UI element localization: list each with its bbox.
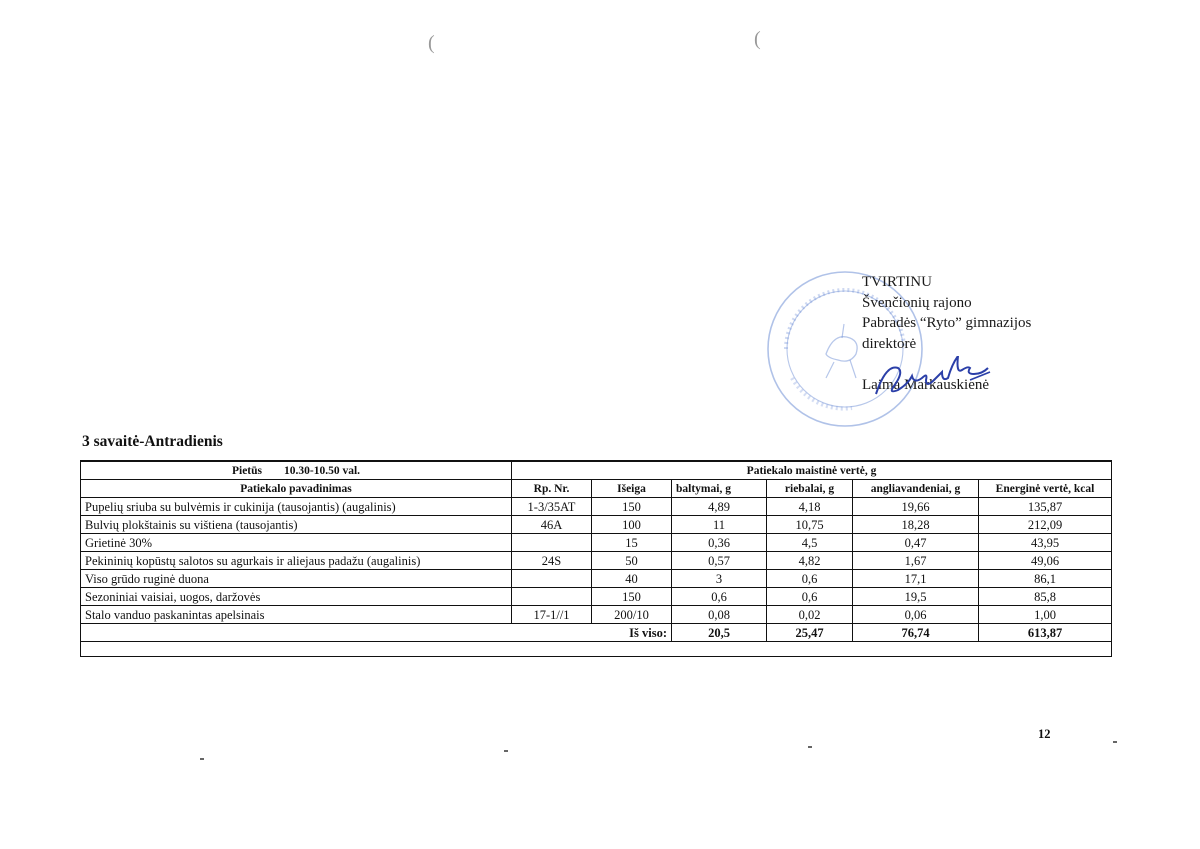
scan-speck	[1113, 741, 1117, 743]
table-header-row-1	[81, 461, 1112, 480]
table-row	[81, 606, 1112, 624]
cell-rp	[512, 588, 592, 606]
menu-table	[80, 460, 1112, 657]
cell-fat: 0,6	[767, 588, 853, 606]
nutrition-header: Patiekalo maistinė vertė, g	[512, 461, 1112, 480]
cell-carbs: 17,1	[853, 570, 979, 588]
cell-name: Stalo vanduo paskanintas apelsinais	[81, 606, 512, 624]
menu-table-container	[80, 460, 1111, 657]
cell-carbs: 19,5	[853, 588, 979, 606]
cell-carbs: 0,47	[853, 534, 979, 552]
cell-name: Sezoniniai vaisiai, uogos, daržovės	[81, 588, 512, 606]
cell-yield: 100	[592, 516, 672, 534]
total-protein: 20,5	[672, 624, 767, 642]
cell-rp: 1-3/35AT	[512, 498, 592, 516]
lunch-time: 10.30-10.50 val.	[284, 464, 361, 477]
scan-mark-left: (	[428, 32, 435, 54]
column-header-carbs: angliavandeniai, g	[853, 480, 979, 498]
scan-mark-right: (	[754, 28, 761, 50]
cell-yield: 150	[592, 588, 672, 606]
cell-fat: 4,5	[767, 534, 853, 552]
total-fat: 25,47	[767, 624, 853, 642]
scan-speck	[200, 758, 204, 760]
table-row	[81, 570, 1112, 588]
lunch-label: Pietūs	[231, 464, 262, 477]
cell-carbs: 0,06	[853, 606, 979, 624]
cell-protein: 0,36	[672, 534, 767, 552]
cell-protein: 3	[672, 570, 767, 588]
column-header-name: Patiekalo pavadinimas	[81, 480, 512, 498]
column-header-protein: baltymai, g	[672, 480, 767, 498]
table-row	[81, 552, 1112, 570]
cell-name: Pekininių kopūstų salotos su agurkais ir aliejaus padažu (augalinis)	[81, 552, 512, 570]
approval-district: Švenčionių rajono	[862, 294, 972, 311]
cell-fat: 10,75	[767, 516, 853, 534]
cell-rp: 24S	[512, 552, 592, 570]
table-header-row-2	[81, 480, 1112, 498]
table-row	[81, 516, 1112, 534]
page-number: 12	[1038, 727, 1051, 741]
table-row	[81, 588, 1112, 606]
cell-fat: 0,6	[767, 570, 853, 588]
cell-yield: 40	[592, 570, 672, 588]
handwritten-signature	[870, 356, 1000, 402]
column-header-rp: Rp. Nr.	[512, 480, 592, 498]
section-title: 3 savaitė-Antradienis	[82, 433, 223, 450]
approval-school: Pabradės “Ryto” gimnazijos	[862, 315, 1032, 331]
total-label: Iš viso:	[81, 624, 672, 642]
approval-title: TVIRTINU	[862, 274, 932, 290]
cell-fat: 4,18	[767, 498, 853, 516]
cell-yield: 150	[592, 498, 672, 516]
column-header-energy: Energinė vertė, kcal	[979, 480, 1112, 498]
cell-yield: 200/10	[592, 606, 672, 624]
total-carbs: 76,74	[853, 624, 979, 642]
cell-energy: 49,06	[979, 552, 1112, 570]
cell-rp: 17-1//1	[512, 606, 592, 624]
cell-protein: 0,57	[672, 552, 767, 570]
cell-name: Viso grūdo ruginė duona	[81, 570, 512, 588]
lunch-header	[81, 461, 512, 480]
total-energy: 613,87	[979, 624, 1112, 642]
cell-energy: 86,1	[979, 570, 1112, 588]
column-header-fat: riebalai, g	[767, 480, 853, 498]
cell-name: Grietinė 30%	[81, 534, 512, 552]
column-header-yield: Išeiga	[592, 480, 672, 498]
cell-rp	[512, 570, 592, 588]
cell-rp	[512, 534, 592, 552]
cell-fat: 4,82	[767, 552, 853, 570]
cell-name: Pupelių sriuba su bulvėmis ir cukinija (tausojantis) (augalinis)	[81, 498, 512, 516]
cell-energy: 43,95	[979, 534, 1112, 552]
cell-protein: 4,89	[672, 498, 767, 516]
cell-name: Bulvių plokštainis su vištiena (tausojantis)	[81, 516, 512, 534]
cell-yield: 50	[592, 552, 672, 570]
approval-position: direktorė	[862, 335, 917, 352]
cell-yield: 15	[592, 534, 672, 552]
blank-footer-row	[81, 642, 1112, 657]
cell-energy: 85,8	[979, 588, 1112, 606]
blank-footer-cell	[81, 642, 1112, 657]
cell-carbs: 19,66	[853, 498, 979, 516]
table-row	[81, 534, 1112, 552]
scan-speck	[504, 750, 508, 752]
approval-signer-name: Laima Markauskienė	[862, 377, 990, 393]
cell-carbs: 18,28	[853, 516, 979, 534]
table-row	[81, 498, 1112, 516]
cell-energy: 212,09	[979, 516, 1112, 534]
scan-speck	[808, 746, 812, 748]
cell-protein: 0,08	[672, 606, 767, 624]
cell-fat: 0,02	[767, 606, 853, 624]
cell-energy: 135,87	[979, 498, 1112, 516]
cell-energy: 1,00	[979, 606, 1112, 624]
total-row	[81, 624, 1112, 642]
cell-protein: 11	[672, 516, 767, 534]
cell-carbs: 1,67	[853, 552, 979, 570]
cell-rp: 46A	[512, 516, 592, 534]
cell-protein: 0,6	[672, 588, 767, 606]
